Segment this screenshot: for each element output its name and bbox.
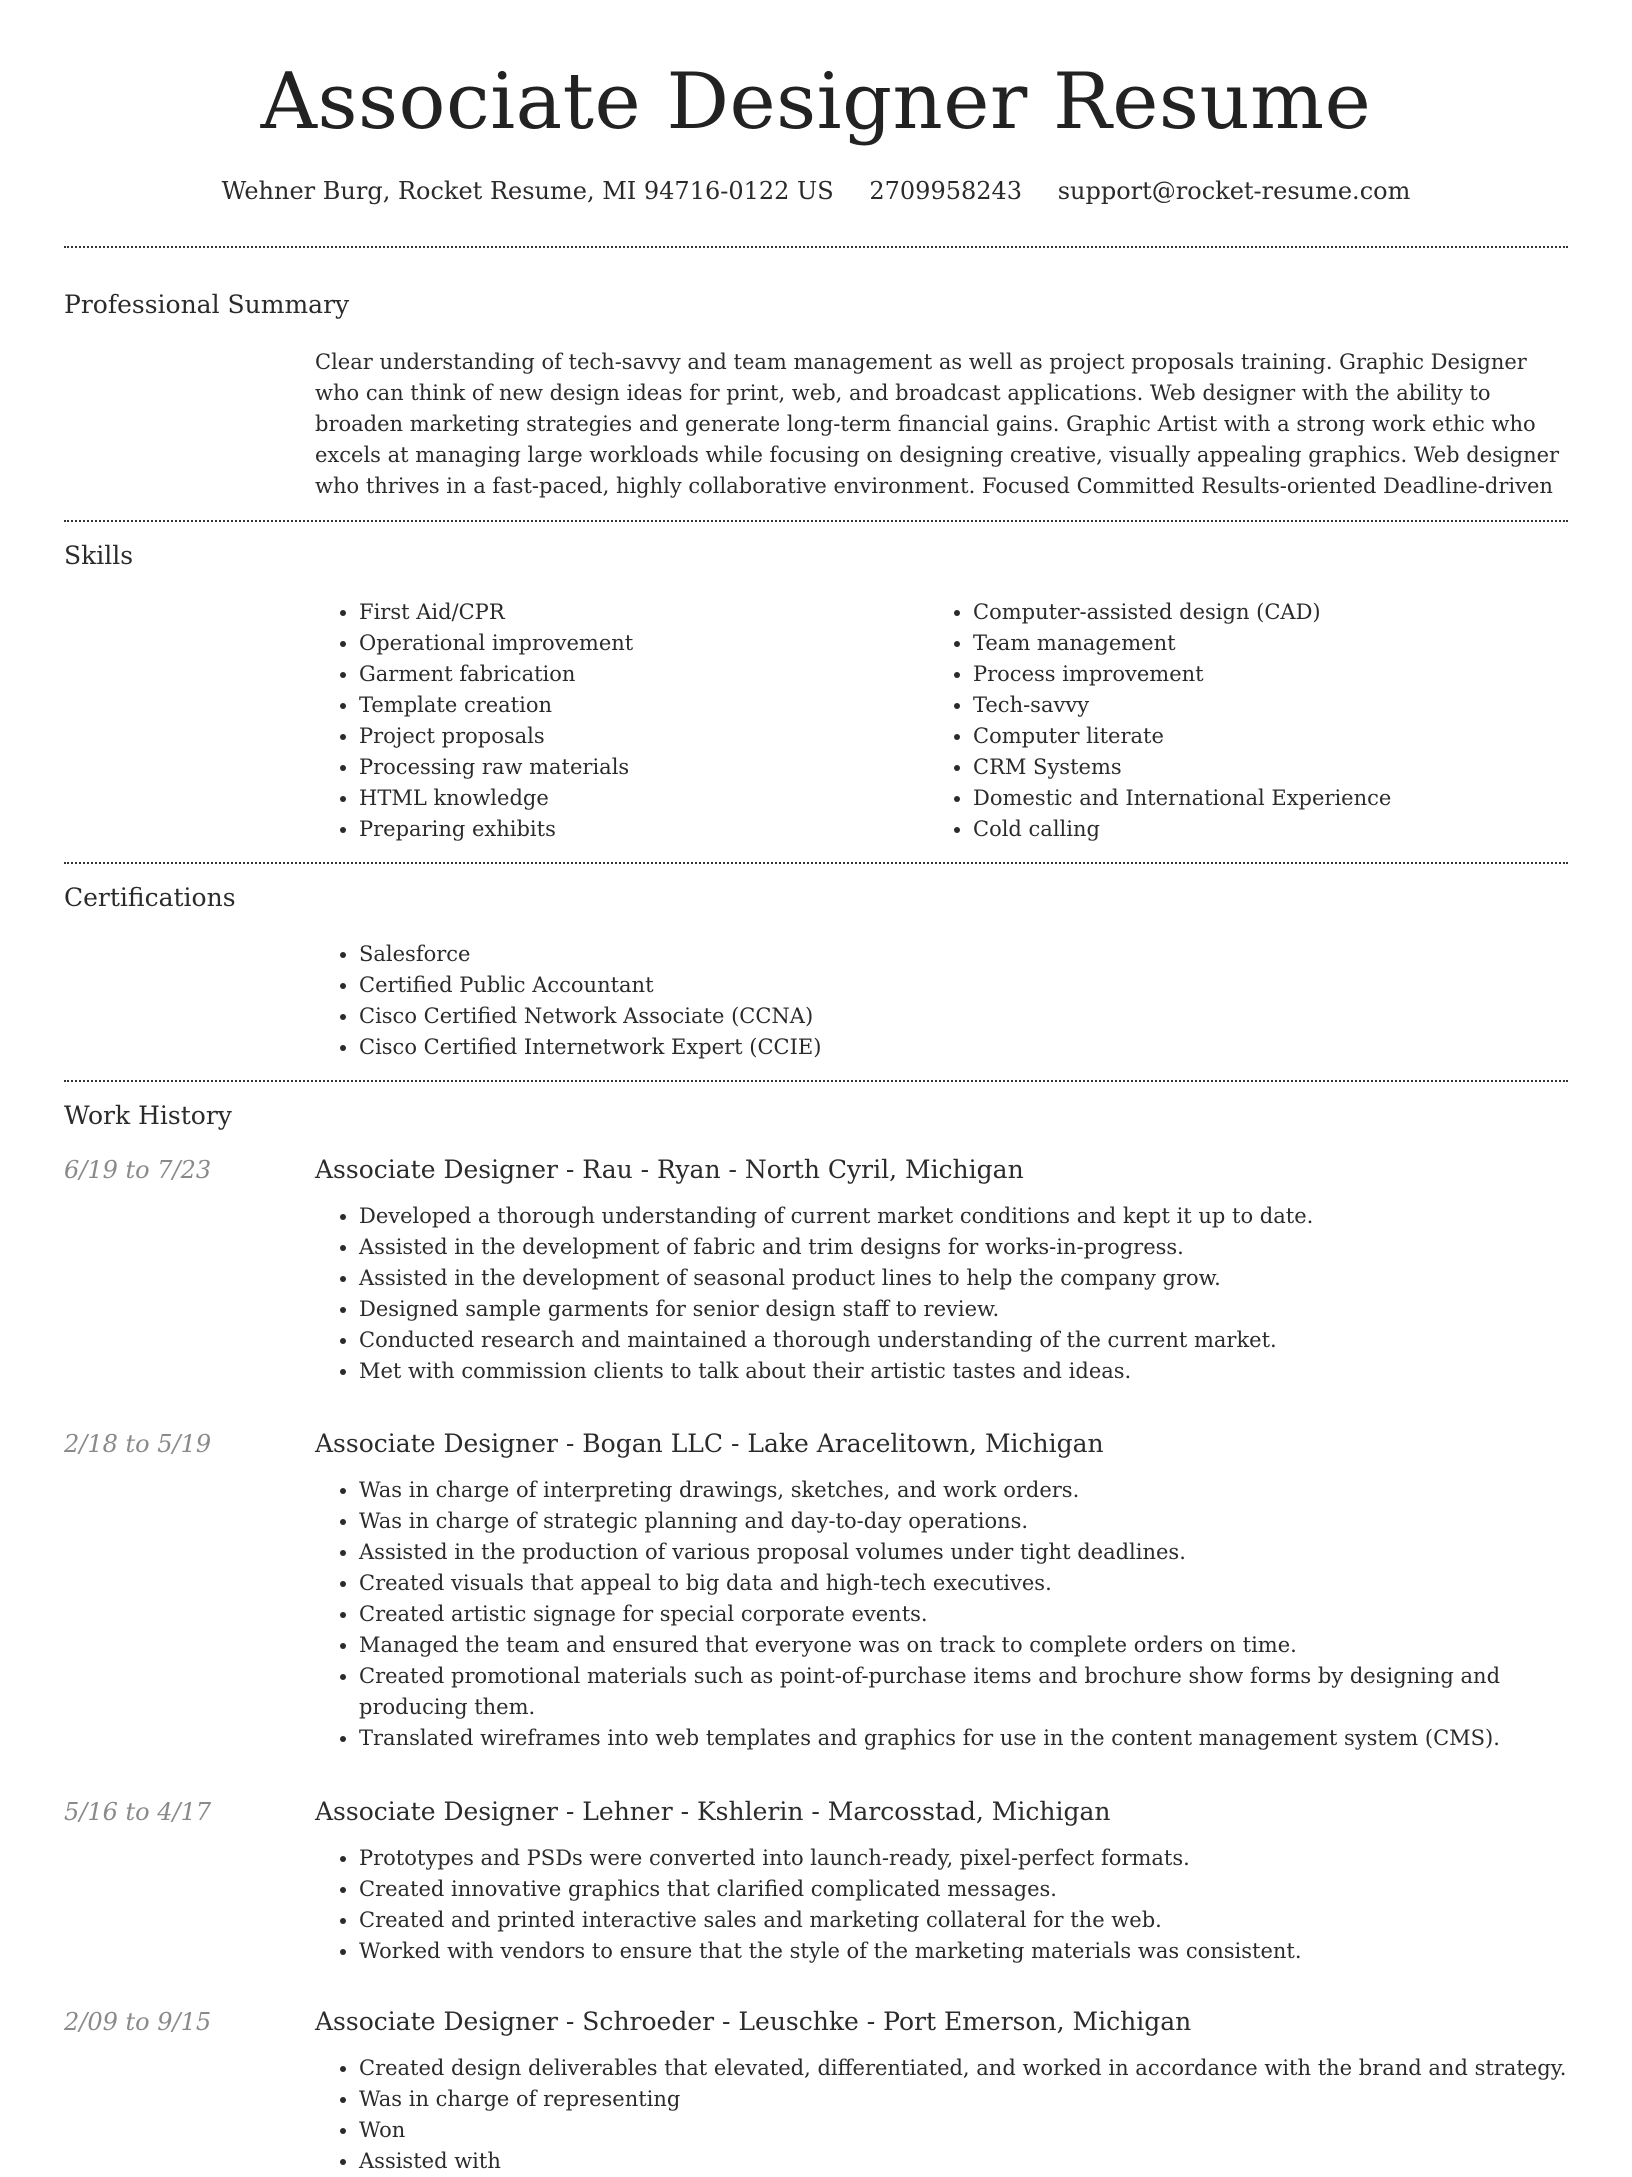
skill-item: • Processing raw materials	[359, 752, 929, 783]
skill-item: • CRM Systems	[973, 752, 1543, 783]
skill-item: • Computer literate	[973, 721, 1543, 752]
job-bullet: • Assisted in the development of seasonal product lines to help the company grow.	[359, 1263, 1568, 1294]
page-title: Associate Designer Resume	[260, 57, 1372, 147]
job-bullet: • Designed sample garments for senior design staff to review.	[359, 1294, 1568, 1325]
skills-heading: Skills	[64, 541, 134, 570]
job-bullet: • Worked with vendors to ensure that the style of the marketing materials was consistent.	[359, 1936, 1568, 1967]
job-entry	[64, 1795, 1568, 1967]
certification-item: • Cisco Certified Internetwork Expert (CCIE)	[359, 1032, 1568, 1063]
job-date: 2/09 to 9/15	[64, 2008, 212, 2036]
job-bullets	[315, 1475, 1568, 1754]
skill-item: • Process improvement	[973, 659, 1543, 690]
job-date: 5/16 to 4/17	[64, 1798, 212, 1826]
job-bullets	[315, 1201, 1568, 1387]
skill-item: • First Aid/CPR	[359, 597, 929, 628]
skill-item: • Cold calling	[973, 814, 1543, 845]
job-bullet: • Met with commission clients to talk about their artistic tastes and ideas.	[359, 1356, 1568, 1387]
skills-column-left	[315, 597, 929, 845]
resume-page	[64, 0, 1568, 2177]
skill-item: • Preparing exhibits	[359, 814, 929, 845]
job-bullets	[315, 2053, 1568, 2177]
work-history-heading: Work History	[64, 1101, 232, 1130]
skill-item: • Template creation	[359, 690, 929, 721]
divider	[64, 246, 1568, 248]
phone-text: 2709958243	[869, 177, 1023, 205]
job-bullet: • Created innovative graphics that clarified complicated messages.	[359, 1874, 1568, 1905]
divider	[64, 862, 1568, 864]
job-title: Associate Designer - Lehner - Kshlerin - Marcosstad, Michigan	[315, 1797, 1111, 1826]
certifications-heading: Certifications	[64, 883, 236, 912]
job-bullets	[315, 1843, 1568, 1967]
job-date: 2/18 to 5/19	[64, 1430, 212, 1458]
job-bullet: • Was in charge of interpreting drawings, sketches, and work orders.	[359, 1475, 1568, 1506]
job-bullet: • Created and printed interactive sales and marketing collateral for the web.	[359, 1905, 1568, 1936]
skill-item: • HTML knowledge	[359, 783, 929, 814]
job-bullet: • Created design deliverables that elevated, differentiated, and worked in accordance with the brand and strategy.	[359, 2053, 1568, 2084]
summary-heading: Professional Summary	[64, 290, 350, 319]
skill-item: • Project proposals	[359, 721, 929, 752]
skill-item: • Team management	[973, 628, 1543, 659]
skills-list	[315, 597, 1568, 845]
job-title: Associate Designer - Bogan LLC - Lake Aracelitown, Michigan	[315, 1429, 1104, 1458]
job-entry	[64, 1153, 1568, 1387]
summary-text: Clear understanding of tech-savvy and team management as well as project proposals training. Graphic Designer who can think of new design ideas for print, web, and broadcast applications. Web designer with the ability to broaden marketing strategies and generate long-term financial gains. Graphic Artist with a strong work ethic who excels at managing large workloads while focusing on designing creative, visually appealing graphics. Web designer who thrives in a fast-paced, highly collaborative environment. Focused Committed Results-oriented Deadline-driven	[315, 350, 1560, 498]
job-bullet: • Won	[359, 2115, 1568, 2146]
job-bullet: • Created promotional materials such as point-of-purchase items and brochure show forms by designing and producing them.	[359, 1661, 1568, 1723]
certification-item: • Salesforce	[359, 939, 1568, 970]
divider	[64, 520, 1568, 522]
job-entry	[64, 1427, 1568, 1754]
job-bullet: • Translated wireframes into web templates and graphics for use in the content management system (CMS).	[359, 1723, 1568, 1754]
job-bullet: • Managed the team and ensured that everyone was on track to complete orders on time.	[359, 1630, 1568, 1661]
job-entry	[64, 2005, 1568, 2177]
job-bullet: • Created artistic signage for special corporate events.	[359, 1599, 1568, 1630]
job-bullet: • Created visuals that appeal to big data and high-tech executives.	[359, 1568, 1568, 1599]
job-bullet: • Assisted with	[359, 2146, 1568, 2177]
certification-item: • Cisco Certified Network Associate (CCNA)	[359, 1001, 1568, 1032]
job-date: 6/19 to 7/23	[64, 1156, 212, 1184]
skill-item: • Operational improvement	[359, 628, 929, 659]
job-title: Associate Designer - Rau - Ryan - North Cyril, Michigan	[315, 1155, 1024, 1184]
contact-line	[64, 174, 1568, 208]
job-bullet: • Prototypes and PSDs were converted into launch-ready, pixel-perfect formats.	[359, 1843, 1568, 1874]
email-link[interactable]: support@rocket-resume.com	[1057, 177, 1411, 205]
job-bullet: • Was in charge of representing	[359, 2084, 1568, 2115]
job-bullet: • Assisted in the production of various proposal volumes under tight deadlines.	[359, 1537, 1568, 1568]
skill-item: • Domestic and International Experience	[973, 783, 1543, 814]
skill-item: • Computer-assisted design (CAD)	[973, 597, 1543, 628]
certification-item: • Certified Public Accountant	[359, 970, 1568, 1001]
job-bullet: • Conducted research and maintained a thorough understanding of the current market.	[359, 1325, 1568, 1356]
job-title: Associate Designer - Schroeder - Leuschke - Port Emerson, Michigan	[315, 2007, 1192, 2036]
skill-item: • Garment fabrication	[359, 659, 929, 690]
job-bullet: • Assisted in the development of fabric and trim designs for works-in-progress.	[359, 1232, 1568, 1263]
job-bullet: • Was in charge of strategic planning and day-to-day operations.	[359, 1506, 1568, 1537]
job-bullet: • Developed a thorough understanding of current market conditions and kept it up to date.	[359, 1201, 1568, 1232]
divider	[64, 1080, 1568, 1082]
address-text: Wehner Burg, Rocket Resume, MI 94716-0122 US	[221, 177, 834, 205]
skill-item: • Tech-savvy	[973, 690, 1543, 721]
certifications-list	[315, 939, 1568, 1063]
skills-column-right	[929, 597, 1543, 845]
